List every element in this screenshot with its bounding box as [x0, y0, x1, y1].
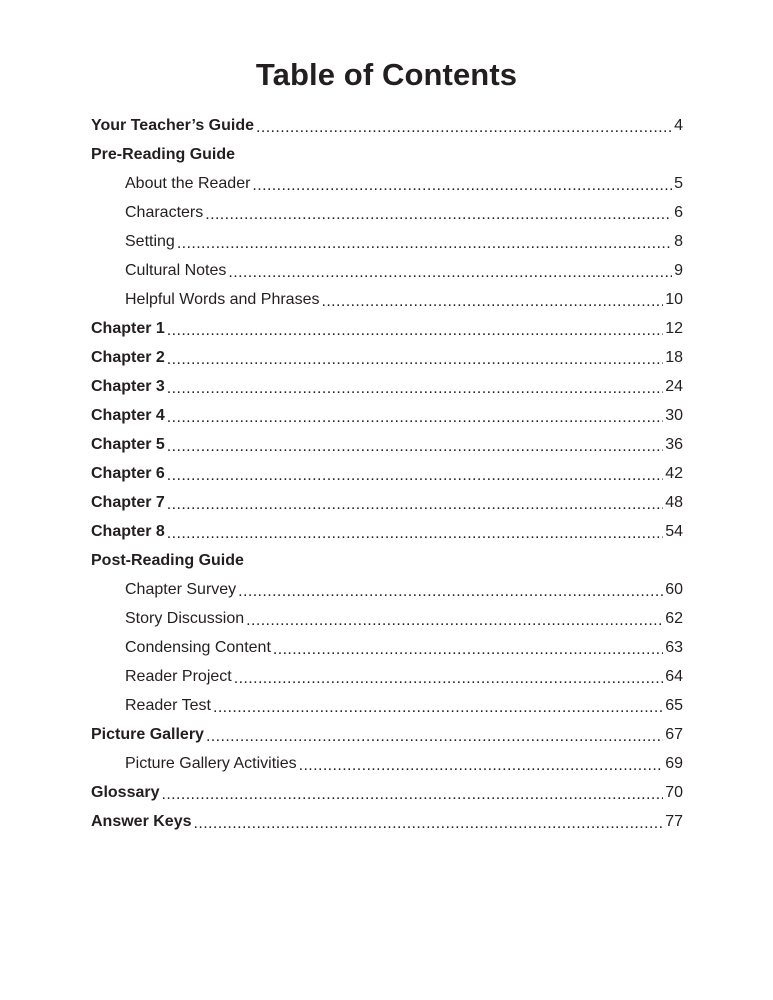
toc-entry-title: Chapter 6: [91, 464, 165, 482]
toc-entry-page-number: 60: [665, 580, 683, 598]
toc-subentry[interactable]: [91, 169, 683, 198]
dot-leader: [234, 670, 663, 688]
toc-entry-page-number: 30: [665, 406, 683, 424]
toc-entry-page-number: 77: [665, 812, 683, 830]
toc-entry-title: Characters: [125, 203, 204, 221]
toc-subentry[interactable]: [91, 662, 683, 691]
toc-subentry[interactable]: [91, 691, 683, 720]
dot-leader: [167, 438, 663, 456]
toc-entry-title: Reader Test: [125, 696, 211, 714]
dot-leader: [246, 612, 663, 630]
toc-entry-page-number: 5: [674, 174, 683, 192]
toc-entry-title: Setting: [125, 232, 175, 250]
toc-entry-page-number: 70: [665, 783, 683, 801]
dot-leader: [213, 699, 663, 717]
dot-leader: [238, 583, 663, 601]
page-title: Table of Contents: [255, 56, 518, 92]
toc-entry-title: Your Teacher’s Guide: [91, 116, 255, 134]
toc-subentry[interactable]: [91, 198, 683, 227]
dot-leader: [299, 757, 664, 775]
toc-entry-title: Chapter 4: [91, 406, 165, 424]
toc-entry-title: Chapter 8: [91, 522, 165, 540]
dot-leader: [167, 409, 663, 427]
toc-entry[interactable]: [91, 111, 683, 140]
toc-entry-page-number: 36: [665, 435, 683, 453]
dot-leader: [273, 641, 663, 659]
toc-entry[interactable]: [91, 372, 683, 401]
toc-entry-title: Post-Reading Guide: [91, 551, 244, 569]
toc-entry-title: Pre-Reading Guide: [91, 145, 236, 163]
toc-entry-page-number: 24: [665, 377, 683, 395]
toc-entry-title: Chapter 5: [91, 435, 165, 453]
toc-entry-page-number: 42: [665, 464, 683, 482]
dot-leader: [228, 264, 672, 282]
dot-leader: [167, 496, 663, 514]
dot-leader: [161, 786, 663, 804]
dot-leader: [194, 815, 664, 833]
toc-entry[interactable]: [91, 778, 683, 807]
toc-entry-page-number: 10: [665, 290, 683, 308]
toc-entry-page-number: 4: [674, 116, 683, 134]
toc-entry-page-number: 18: [665, 348, 683, 366]
dot-leader: [167, 380, 663, 398]
dot-leader: [256, 119, 672, 137]
toc-entry-title: Helpful Words and Phrases: [125, 290, 320, 308]
toc-entry-title: Picture Gallery Activities: [125, 754, 297, 772]
toc-entry-title: About the Reader: [125, 174, 251, 192]
toc-entry-title: Story Discussion: [125, 609, 245, 627]
toc-entry-title: Chapter 7: [91, 493, 165, 511]
dot-leader: [167, 351, 663, 369]
toc-subentry[interactable]: [91, 575, 683, 604]
toc-entry-title: Condensing Content: [125, 638, 271, 656]
toc-entry[interactable]: [91, 546, 683, 575]
toc-entry-title: Picture Gallery: [91, 725, 204, 743]
toc-entry-page-number: 64: [665, 667, 683, 685]
toc-entry-page-number: 48: [665, 493, 683, 511]
toc-subentry[interactable]: [91, 604, 683, 633]
toc-entry[interactable]: [91, 140, 683, 169]
toc-entry-page-number: 8: [674, 232, 683, 250]
dot-leader: [205, 206, 672, 224]
toc-entry-title: Chapter 2: [91, 348, 165, 366]
toc-entry-page-number: 69: [665, 754, 683, 772]
toc-entry[interactable]: [91, 807, 683, 836]
toc-entry-title: Reader Project: [125, 667, 232, 685]
toc-entry[interactable]: [91, 720, 683, 749]
toc-entry[interactable]: [91, 488, 683, 517]
toc-entry[interactable]: [91, 459, 683, 488]
toc-entry-page-number: 67: [665, 725, 683, 743]
dot-leader: [177, 235, 672, 253]
dot-leader: [167, 322, 663, 340]
toc-entry-title: Glossary: [91, 783, 160, 801]
toc-entry-page-number: 12: [665, 319, 683, 337]
toc-entry-page-number: 65: [665, 696, 683, 714]
toc-entry[interactable]: [91, 430, 683, 459]
toc-entry[interactable]: [91, 314, 683, 343]
toc-entry-title: Chapter Survey: [125, 580, 237, 598]
toc-entry-page-number: 9: [674, 261, 683, 279]
dot-leader: [167, 467, 663, 485]
dot-leader: [167, 525, 663, 543]
toc-entry-page-number: 6: [674, 203, 683, 221]
table-of-contents: [91, 111, 683, 836]
toc-entry-title: Answer Keys: [91, 812, 192, 830]
toc-entry-page-number: 62: [665, 609, 683, 627]
toc-subentry[interactable]: [91, 256, 683, 285]
toc-entry[interactable]: [91, 517, 683, 546]
toc-subentry[interactable]: [91, 749, 683, 778]
toc-entry-title: Cultural Notes: [125, 261, 227, 279]
toc-entry-page-number: 63: [665, 638, 683, 656]
toc-subentry[interactable]: [91, 227, 683, 256]
toc-entry-title: Chapter 1: [91, 319, 165, 337]
toc-entry-title: Chapter 3: [91, 377, 165, 395]
toc-entry[interactable]: [91, 401, 683, 430]
toc-subentry[interactable]: [91, 285, 683, 314]
dot-leader: [252, 177, 672, 195]
dot-leader: [321, 293, 663, 311]
toc-subentry[interactable]: [91, 633, 683, 662]
dot-leader: [206, 728, 663, 746]
toc-entry-page-number: 54: [665, 522, 683, 540]
toc-entry[interactable]: [91, 343, 683, 372]
